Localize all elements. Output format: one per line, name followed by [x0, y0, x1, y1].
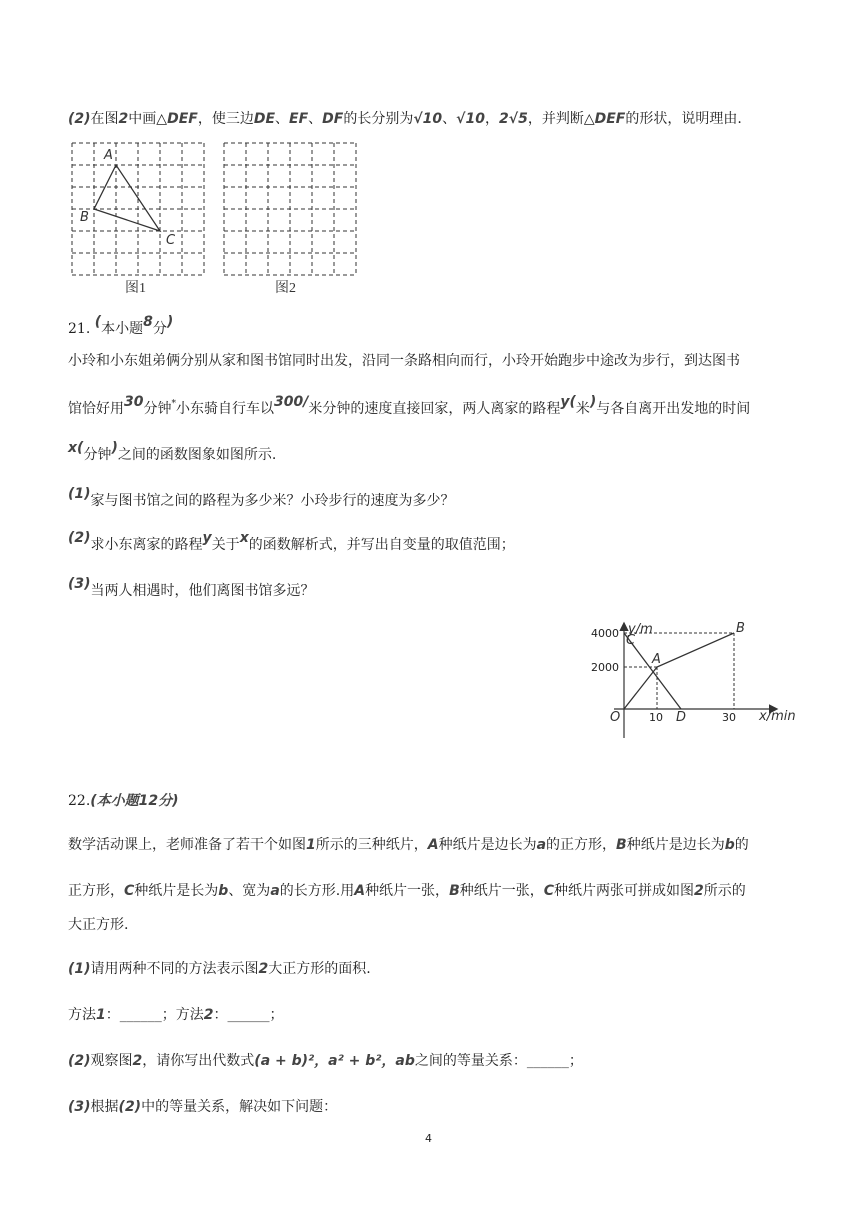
text: 中的等量关系，解决如下问题：: [141, 1099, 338, 1115]
text: 的长分别为: [343, 111, 414, 127]
math: x: [239, 530, 249, 546]
math: B: [616, 837, 627, 853]
part-label: (3): [68, 1099, 91, 1115]
text: 观察图: [90, 1053, 133, 1069]
caption-fig2: 图2: [275, 281, 296, 296]
xiaoling-line: [624, 633, 734, 709]
math: y: [202, 530, 212, 546]
text: 、: [442, 111, 457, 127]
text: 正方形，: [68, 883, 124, 899]
text: ：______；: [213, 1007, 284, 1023]
text: 米: [308, 401, 323, 417]
part-label: (2): [68, 111, 91, 127]
math: 30: [124, 394, 144, 410]
math: (: [77, 440, 84, 456]
text: ：______；方法: [105, 1007, 204, 1023]
q20-part2-line: [68, 108, 742, 128]
part-label: (2): [68, 1053, 91, 1069]
text: 的正方形，: [546, 837, 617, 853]
y-tick-4000: 4000: [591, 627, 619, 640]
q21-line3: [68, 440, 277, 464]
q22-heading: [68, 790, 179, 810]
math: DEF: [167, 111, 198, 127]
math: √10: [413, 111, 443, 127]
math: A: [354, 883, 366, 899]
text: 馆恰好用: [68, 401, 124, 417]
text: ，使三边: [197, 111, 254, 127]
text: 的长方形.用: [279, 883, 355, 899]
triangle-abc: [94, 165, 160, 231]
q21-heading: [68, 314, 174, 338]
point-label-b: B: [80, 210, 89, 225]
part-label: (2): [68, 530, 91, 546]
paren: (: [94, 314, 102, 330]
caption-fig1: 图1: [125, 281, 146, 296]
math: 2√5: [499, 111, 528, 127]
math: 2: [132, 1053, 143, 1069]
text: 请用两种不同的方法表示图: [90, 961, 259, 977]
q22-line1: [68, 834, 749, 854]
text: 之间的函数图象如图所示.: [117, 447, 277, 463]
text: 求小东离家的路程: [90, 537, 203, 553]
origin-label: O: [610, 710, 621, 725]
point-label-d: D: [676, 710, 687, 725]
math: A: [427, 837, 439, 853]
text: 的形状，说明理由.: [625, 111, 742, 127]
q21-line1: 小玲和小东姐弟俩分别从家和图书馆同时出发，沿同一条路相向而行，小玲开始跑步中途改为步行，到达图书: [68, 353, 740, 369]
text: 本小题: [101, 321, 144, 337]
text: 当两人相遇时，他们离图书馆多远？: [90, 583, 315, 599]
y-tick-2000: 2000: [591, 661, 619, 674]
text: 与各自离开出发地的时间: [596, 401, 751, 417]
x-tick-10: 10: [649, 711, 663, 724]
q22-methods: [68, 1004, 284, 1024]
text: 种纸片是边长为: [626, 837, 725, 853]
math: C: [124, 883, 135, 899]
paren: ): [166, 314, 174, 330]
q21-line2: 馆恰好用30分钟*小东骑自行车以300/米分钟的速度直接回家，两人离家的路程y(米)与各自离开出发地的时间: [68, 394, 751, 417]
text: 大正方形的面积.: [268, 961, 371, 977]
question-number: 21.: [68, 321, 91, 337]
q22-part3: [68, 1096, 337, 1116]
text: 在图: [90, 111, 119, 127]
text: 、: [308, 111, 323, 127]
math: b: [218, 883, 229, 899]
text: 种纸片一张，: [365, 883, 450, 899]
math: /: [303, 394, 309, 410]
math: DF: [322, 111, 344, 127]
text: 米: [575, 401, 590, 417]
x-axis-label: x/min: [759, 709, 796, 724]
point-label-a: A: [104, 148, 113, 163]
math: (a + b)²，a² + b²，ab: [254, 1053, 415, 1069]
part-label: (1): [68, 961, 91, 977]
text: 家与图书馆之间的路程为多少米？小玲步行的速度为多少？: [90, 493, 455, 509]
page-number: 4: [425, 1132, 432, 1145]
text: 种纸片一张，: [459, 883, 544, 899]
math: 1: [306, 837, 316, 853]
text: 中画△: [128, 111, 168, 127]
text: 、宽为: [228, 883, 271, 899]
text: 种纸片两张可拼成如图: [554, 883, 695, 899]
text: ，并判断△: [527, 111, 595, 127]
score: (本小题12分): [90, 793, 179, 809]
point-label-c: C: [166, 233, 176, 248]
q22-line3: 大正方形.: [68, 917, 129, 933]
math: 2: [203, 1007, 214, 1023]
q21-part3: [68, 576, 315, 600]
math: B: [449, 883, 460, 899]
math: EF: [289, 111, 309, 127]
math: y: [560, 394, 570, 410]
text: ，: [485, 111, 499, 127]
math: 2: [118, 111, 129, 127]
math: ): [589, 394, 597, 410]
q21-part2: [68, 530, 515, 554]
q22-part2: [68, 1050, 583, 1070]
text: 的函数解析式，并写出自变量的取值范围；: [248, 537, 515, 553]
point-label-a: A: [652, 652, 661, 667]
point-label-b: B: [736, 621, 745, 636]
q22-part1: [68, 958, 371, 978]
math: (2): [118, 1099, 142, 1115]
text: 根据: [90, 1099, 119, 1115]
math: 2: [694, 883, 704, 899]
q21-part1: [68, 486, 455, 510]
math: 1: [96, 1007, 106, 1023]
math: 2: [258, 961, 269, 977]
math: √10: [456, 111, 485, 127]
math: x: [68, 440, 78, 456]
math: 300: [273, 394, 304, 410]
text: 之间的等量关系：______；: [414, 1053, 583, 1069]
q22-line2: [68, 880, 746, 900]
text: 小东骑自行车以: [175, 401, 274, 417]
text: 分: [152, 321, 167, 337]
question-number: 22.: [68, 793, 91, 809]
text: 数学活动课上，老师准备了若干个如图: [68, 837, 306, 853]
part-label: (1): [68, 486, 91, 502]
text: ，请你写出代数式: [142, 1053, 255, 1069]
grid-1: [72, 143, 204, 275]
math: 8: [143, 314, 153, 330]
math: a: [270, 883, 280, 899]
text: 的: [734, 837, 749, 853]
text: 种纸片是边长为: [438, 837, 537, 853]
math: C: [543, 883, 555, 899]
math: b: [724, 837, 735, 853]
math: DEF: [594, 111, 626, 127]
part-label: (3): [68, 576, 91, 592]
text: 分钟: [83, 447, 112, 463]
text: 方法: [68, 1007, 96, 1023]
x-tick-30: 30: [722, 711, 736, 724]
text: 所示的: [703, 883, 746, 899]
math: a: [536, 837, 547, 853]
math: (: [569, 394, 576, 410]
text: 种纸片是长为: [134, 883, 219, 899]
math: ): [111, 440, 118, 456]
grid-2: [224, 143, 356, 275]
point-label-c: C: [626, 633, 636, 648]
y-axis-label: y/m: [628, 622, 653, 637]
text: 分钟: [143, 401, 172, 417]
grid-figures: [70, 140, 360, 300]
text: 关于: [211, 537, 240, 553]
text: 分钟的速度直接回家，两人离家的路程: [322, 401, 561, 417]
function-graph: [588, 620, 808, 742]
text: 、: [275, 111, 290, 127]
text: 所示的三种纸片，: [315, 837, 428, 853]
math: DE: [253, 111, 276, 127]
